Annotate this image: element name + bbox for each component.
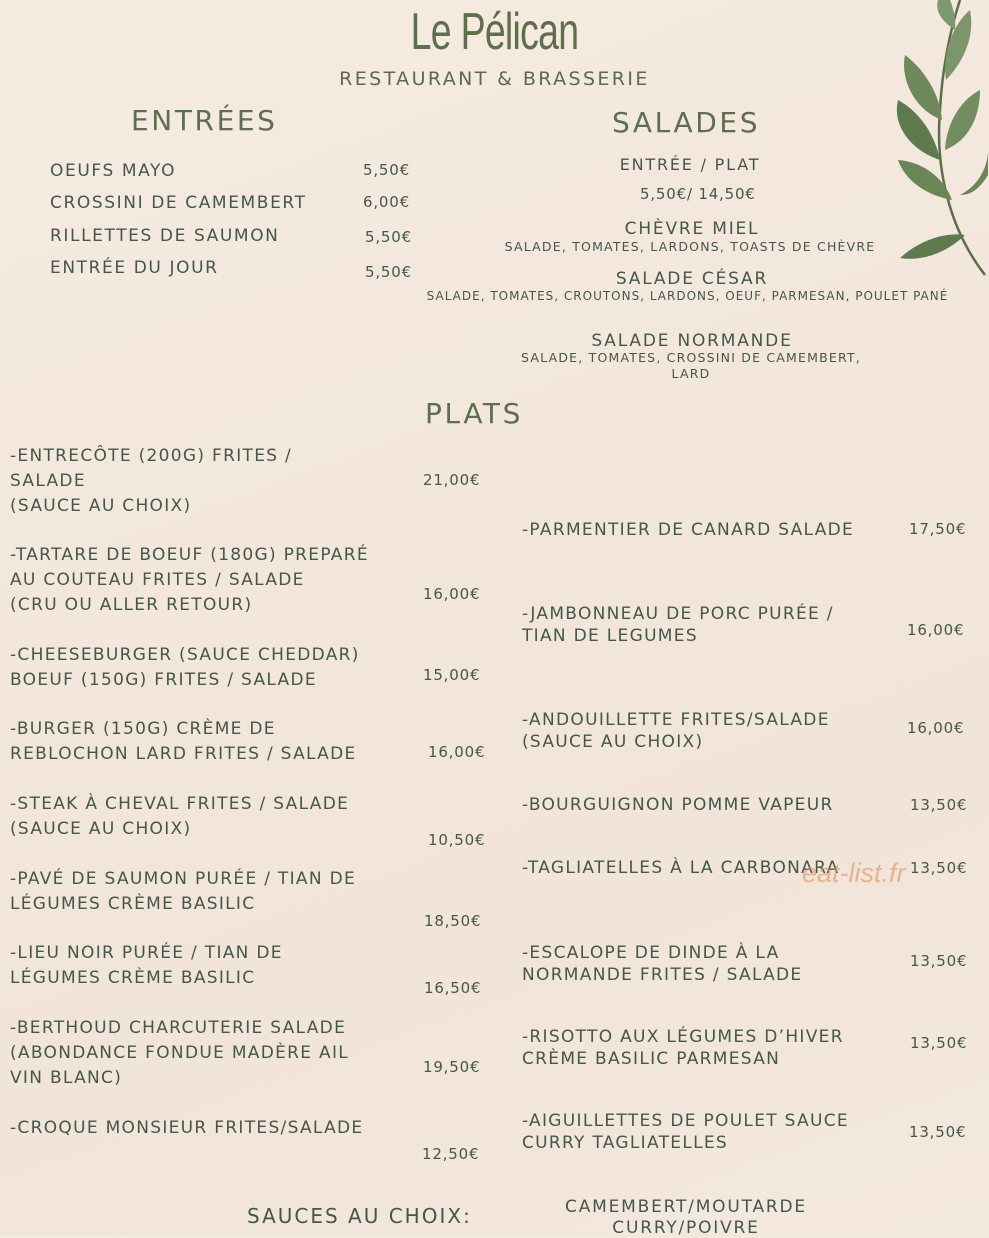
plat-item — [10, 444, 410, 519]
restaurant-name: Le Pélican — [410, 3, 579, 61]
plat-item-line: -BOURGUIGNON POMME VAPEUR — [522, 795, 834, 815]
leaf-branch-decoration — [880, 0, 989, 280]
plat-item-line: -STEAK À CHEVAL FRITES / SALADE — [10, 794, 350, 814]
plat-item-line: REBLOCHON LARD FRITES / SALADE — [10, 744, 357, 764]
plat-item-price: 16,00€ — [907, 621, 965, 639]
plat-item-price: 10,50€ — [428, 831, 486, 849]
plat-item-price: 16,00€ — [423, 585, 481, 603]
plat-item-line: -CHEESEBURGER (SAUCE CHEDDAR) — [10, 645, 360, 665]
plat-item — [522, 603, 902, 647]
plat-item-line: -TARTARE DE BOEUF (180G) PREPARÉ — [10, 545, 369, 565]
salades-format: ENTRÉE / PLAT — [619, 155, 761, 174]
plat-item-price: 21,00€ — [423, 471, 481, 489]
plat-item-price: 15,00€ — [423, 666, 481, 684]
entree-item-name: OEUFS MAYO — [50, 161, 177, 181]
salade-item-desc: SALADE, TOMATES, CROUTONS, LARDONS, OEUF, PARMESAN, POULET PANÉ — [426, 289, 949, 303]
plat-item-line: -BURGER (150G) CRÈME DE — [10, 719, 276, 739]
plat-item — [522, 1026, 902, 1070]
plat-item-price: 13,50€ — [910, 1034, 968, 1052]
plat-item-line: -TAGLIATELLES À LA CARBONARA — [522, 858, 840, 878]
salade-item-desc: LARD — [671, 366, 711, 381]
plat-item-line: BOEUF (150G) FRITES / SALADE — [10, 670, 317, 690]
plat-item — [10, 867, 410, 917]
plat-item — [10, 1016, 410, 1091]
plat-item-price: 13,50€ — [910, 952, 968, 970]
plat-item-line: CRÈME BASILIC PARMESAN — [522, 1049, 781, 1069]
plat-item-line: AU COUTEAU FRITES / SALADE — [10, 570, 305, 590]
plat-item — [522, 794, 902, 816]
plat-item-line: -ESCALOPE DE DINDE À LA — [522, 943, 780, 963]
plat-item-line: -PAVÉ DE SAUMON PURÉE / TIAN DE — [10, 869, 357, 889]
plat-item-line: -AIGUILLETTES DE POULET SAUCE — [522, 1111, 849, 1131]
plat-item-line: (SAUCE AU CHOIX) — [10, 496, 192, 516]
entree-item-name: ENTRÉE DU JOUR — [50, 258, 219, 278]
entree-item-name: RILLETTES DE SAUMON — [50, 226, 280, 246]
entree-item-price: 5,50€ — [365, 263, 412, 281]
salade-item-name: SALADE CÉSAR — [615, 269, 769, 289]
sauces-list-line: CURRY/POIVRE — [612, 1218, 760, 1238]
plat-item-line: VIN BLANC) — [10, 1068, 123, 1088]
plat-item-line: -PARMENTIER DE CANARD SALADE — [522, 520, 855, 540]
plat-item — [10, 1116, 410, 1141]
watermark-text: eat-list.fr — [802, 858, 906, 888]
plat-item — [10, 941, 410, 991]
plat-item — [10, 717, 410, 767]
plat-item-line: TIAN DE LEGUMES — [522, 626, 698, 646]
plat-item — [522, 942, 902, 986]
plat-item-line: -ANDOUILLETTE FRITES/SALADE — [522, 710, 830, 730]
salade-item-desc: SALADE, TOMATES, LARDONS, TOASTS DE CHÈVRE — [504, 239, 876, 254]
plat-item-line: -LIEU NOIR PURÉE / TIAN DE — [10, 943, 283, 963]
plat-item-price: 19,50€ — [423, 1058, 481, 1076]
entree-item-price: 6,00€ — [363, 193, 410, 211]
entree-item-price: 5,50€ — [363, 161, 410, 179]
plat-item-line: (SAUCE AU CHOIX) — [522, 732, 704, 752]
salades-price: 5,50€/ 14,50€ — [640, 185, 756, 203]
plat-item-price: 13,50€ — [910, 859, 968, 877]
sauces-label: SAUCES AU CHOIX: — [247, 1204, 472, 1228]
plat-item-line: NORMANDE FRITES / SALADE — [522, 965, 803, 985]
plat-item-price: 12,50€ — [422, 1145, 480, 1163]
plat-item — [10, 543, 415, 618]
plat-item-line: LÉGUMES CRÈME BASILIC — [10, 894, 256, 914]
salade-item-name: CHÈVRE MIEL — [624, 219, 760, 239]
plat-item — [522, 519, 902, 541]
plat-item-price: 18,50€ — [424, 912, 482, 930]
plat-item-line: (CRU OU ALLER RETOUR) — [10, 595, 253, 615]
entrees-section-title: ENTRÉES — [131, 104, 278, 137]
entree-item-name: CROSSINI DE CAMEMBERT — [50, 193, 307, 213]
plat-item — [522, 709, 902, 753]
entree-item-price: 5,50€ — [365, 228, 412, 246]
restaurant-subtitle: RESTAURANT & BRASSERIE — [339, 68, 650, 90]
salade-item-name: SALADE NORMANDE — [591, 331, 793, 351]
plat-item-price: 13,50€ — [909, 1123, 967, 1141]
plats-section-title: PLATS — [425, 397, 523, 430]
plat-item-line: (SAUCE AU CHOIX) — [10, 819, 192, 839]
salades-section-title: SALADES — [612, 106, 761, 139]
plat-item-price: 17,50€ — [909, 520, 967, 538]
salade-item-desc: SALADE, TOMATES, CROSSINI DE CAMEMBERT, — [521, 350, 861, 365]
plat-item-line: LÉGUMES CRÈME BASILIC — [10, 968, 256, 988]
plat-item-line: -ENTRECÔTE (200G) FRITES / — [10, 446, 293, 466]
plat-item-line: SALADE — [10, 471, 86, 491]
plat-item — [10, 792, 410, 842]
plat-item-line: -BERTHOUD CHARCUTERIE SALADE — [10, 1018, 347, 1038]
sauces-list-line: CAMEMBERT/MOUTARDE — [565, 1197, 807, 1217]
plat-item-line: (ABONDANCE FONDUE MADÈRE AIL — [10, 1043, 350, 1063]
plat-item-line: CURRY TAGLIATELLES — [522, 1133, 729, 1153]
plat-item — [10, 643, 410, 693]
plat-item-price: 16,50€ — [424, 979, 482, 997]
plat-item-line: -JAMBONNEAU DE PORC PURÉE / — [522, 604, 834, 624]
plat-item-price: 16,00€ — [907, 719, 965, 737]
plat-item — [522, 1110, 902, 1154]
plat-item-line: -CROQUE MONSIEUR FRITES/SALADE — [10, 1118, 364, 1138]
plat-item-price: 13,50€ — [910, 796, 968, 814]
plat-item-line: -RISOTTO AUX LÉGUMES D’HIVER — [522, 1027, 844, 1047]
plat-item-price: 16,00€ — [428, 743, 486, 761]
